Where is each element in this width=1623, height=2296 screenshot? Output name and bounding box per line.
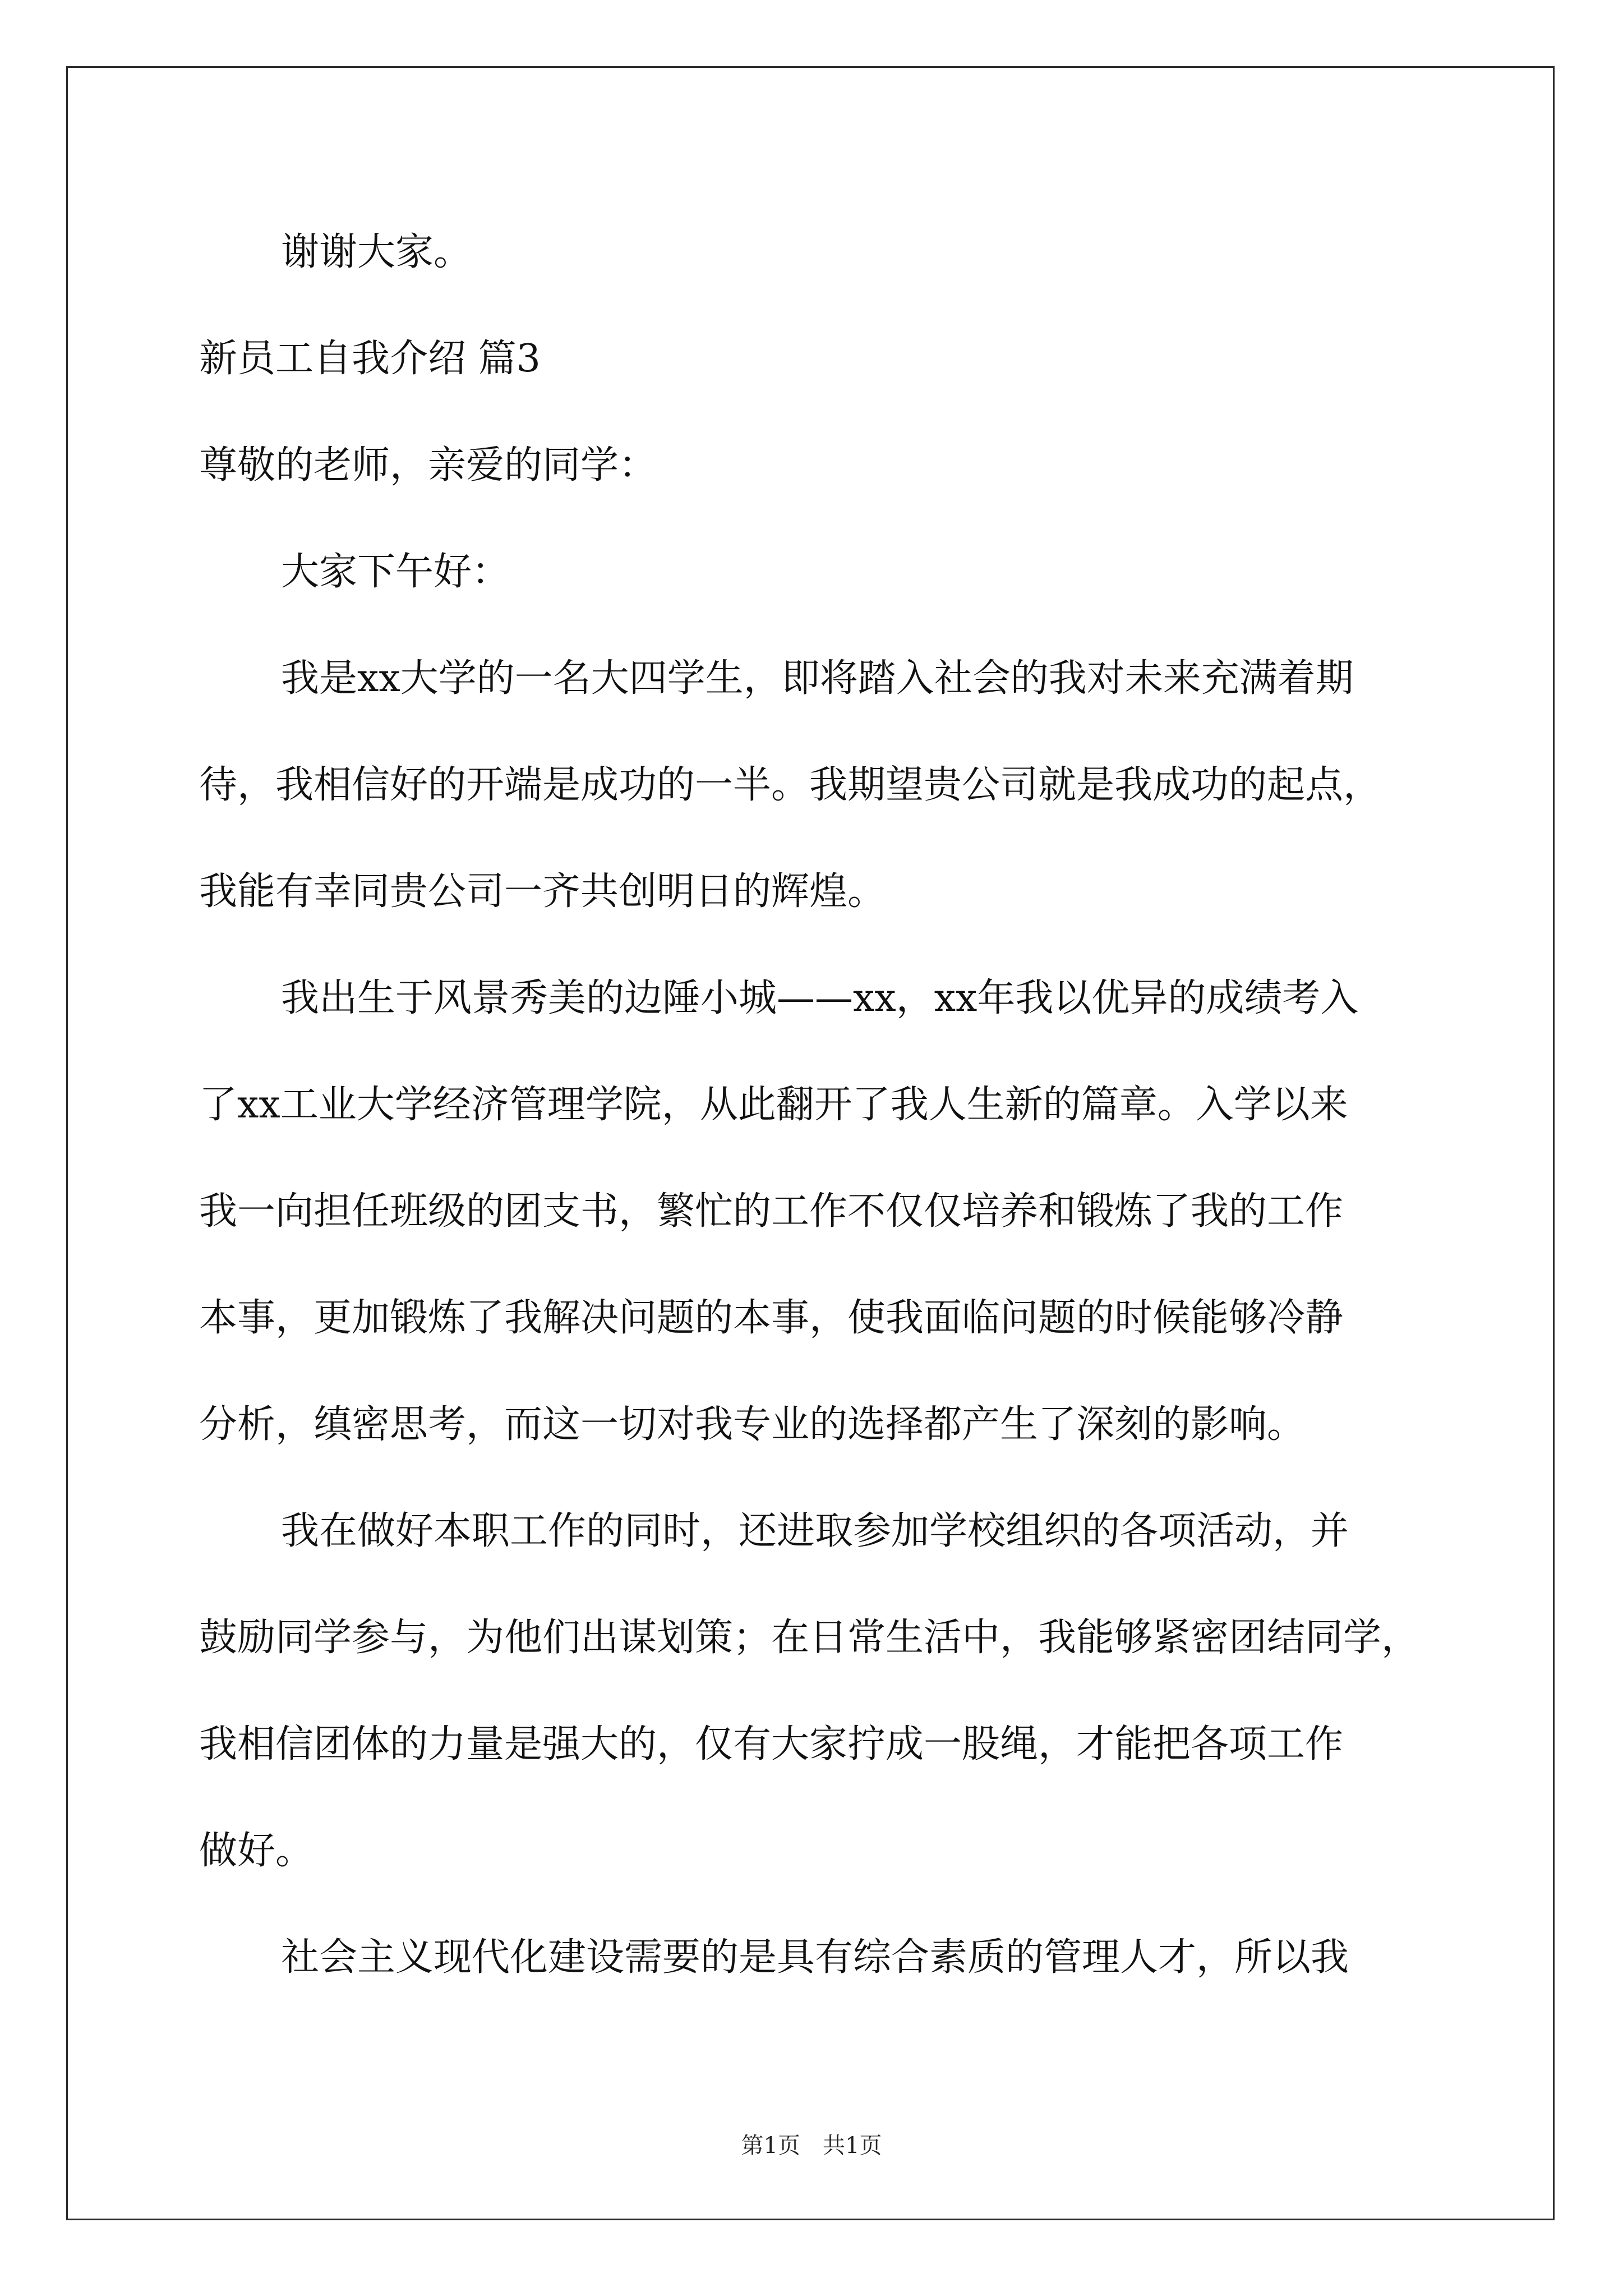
paragraph-line: 社会主义现代化建设需要的是具有综合素质的管理人才，所以我: [281, 1935, 1349, 1980]
paragraph-line: 本事，更加锻炼了我解决问题的本事，使我面临问题的时候能够冷静: [199, 1296, 1344, 1340]
paragraph-line: 做好。: [199, 1829, 314, 1873]
paragraph-line: 待，我相信好的开端是成功的一半。我期望贵公司就是我成功的起点，: [199, 763, 1382, 807]
paragraph-line: 我是xx大学的一名大四学生，即将踏入社会的我对未来充满着期: [281, 656, 1354, 701]
page-number: 第1页 共1页: [741, 2133, 882, 2159]
closing-line: 谢谢大家。: [281, 230, 472, 274]
paragraph-line: 我能有幸同贵公司一齐共创明日的辉煌。: [199, 869, 886, 914]
paragraph-line: 我一向担任班级的团支书，繁忙的工作不仅仅培养和锻炼了我的工作: [199, 1189, 1344, 1234]
paragraph-line: 我相信团体的力量是强大的，仅有大家拧成一股绳，才能把各项工作: [199, 1722, 1344, 1766]
salutation: 尊敬的老师，亲爱的同学：: [199, 443, 657, 487]
paragraph-line: 了xx工业大学经济管理学院，从此翻开了我人生新的篇章。入学以来: [199, 1083, 1348, 1127]
greeting: 大家下午好：: [281, 550, 510, 594]
paragraph-line: 我出生于风景秀美的边陲小城——xx，xx年我以优异的成绩考入: [281, 976, 1359, 1020]
paragraph-line: 分析，缜密思考，而这一切对我专业的选择都产生了深刻的影响。: [199, 1402, 1306, 1447]
page-frame: [66, 66, 1555, 2220]
section-heading: 新员工自我介绍 篇3: [199, 337, 541, 381]
paragraph-line: 鼓励同学参与，为他们出谋划策；在日常生活中，我能够紧密团结同学，: [199, 1616, 1420, 1660]
paragraph-line: 我在做好本职工作的同时，还进取参加学校组织的各项活动，并: [281, 1509, 1349, 1553]
